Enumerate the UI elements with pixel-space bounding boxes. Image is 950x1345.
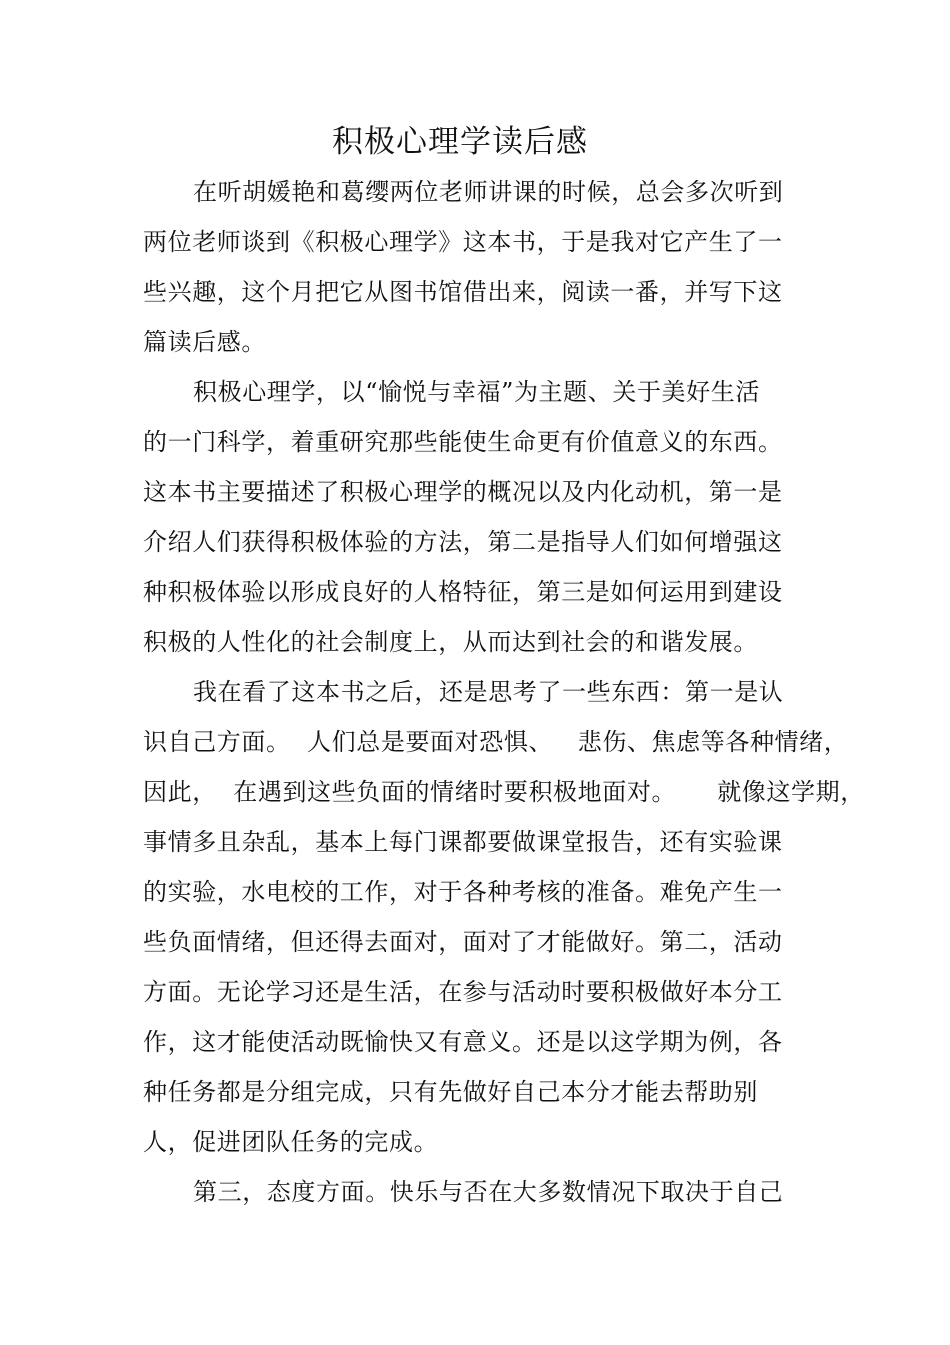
paragraph-2-line-3: 这本书主要描述了积极心理学的概况以及内化动机，第一是 xyxy=(143,478,783,506)
paragraph-2-line-1: 积极心理学，以“愉悦与幸福”为主题、关于美好生活 xyxy=(193,378,760,406)
paragraph-2-line-6: 积极的人性化的社会制度上，从而达到社会的和谐发展。 xyxy=(143,628,758,656)
paragraph-3-line-10: 人，促进团队任务的完成。 xyxy=(143,1128,439,1156)
paragraph-3-line-6: 些负面情绪，但还得去面对，面对了才能做好。第二，活动 xyxy=(143,928,783,956)
paragraph-2-line-4: 介绍人们获得积极体验的方法，第二是指导人们如何增强这 xyxy=(143,528,783,556)
paragraph-1-line-4: 篇读后感。 xyxy=(143,328,266,356)
paragraph-1-line-2: 两位老师谈到《积极心理学》这本书，于是我对它产生了一 xyxy=(143,228,783,256)
paragraph-2-line-2: 的一门科学，着重研究那些能使生命更有价值意义的东西。 xyxy=(143,428,783,456)
paragraph-3-line-9: 种任务都是分组完成，只有先做好自己本分才能去帮助别 xyxy=(143,1078,758,1106)
paragraph-1-line-3: 些兴趣，这个月把它从图书馆借出来，阅读一番，并写下这 xyxy=(143,278,783,306)
paragraph-4-line-1: 第三，态度方面。快乐与否在大多数情况下取决于自己 xyxy=(193,1178,784,1206)
paragraph-3-line-8: 作，这才能使活动既愉快又有意义。还是以这学期为例，各 xyxy=(143,1028,783,1056)
document-title: 积极心理学读后感 xyxy=(332,124,588,160)
paragraph-3-line-3: 因此， 在遇到这些负面的情绪时要积极地面对。 就像这学期， xyxy=(143,778,865,806)
paragraph-3-line-1: 我在看了这本书之后，还是思考了一些东西：第一是认 xyxy=(193,678,784,706)
paragraph-3-line-7: 方面。无论学习还是生活，在参与活动时要积极做好本分工 xyxy=(143,978,783,1006)
paragraph-3-line-2: 识自己方面。 人们总是要面对恐惧、 悲伤、焦虑等各种情绪， xyxy=(143,728,849,756)
paragraph-1-line-1: 在听胡媛艳和葛缨两位老师讲课的时候，总会多次听到 xyxy=(193,178,784,206)
paragraph-3-line-5: 的实验，水电校的工作，对于各种考核的准备。难免产生一 xyxy=(143,878,783,906)
paragraph-2-line-5: 种积极体验以形成良好的人格特征，第三是如何运用到建设 xyxy=(143,578,783,606)
paragraph-3-line-4: 事情多且杂乱，基本上每门课都要做课堂报告，还有实验课 xyxy=(143,828,783,856)
